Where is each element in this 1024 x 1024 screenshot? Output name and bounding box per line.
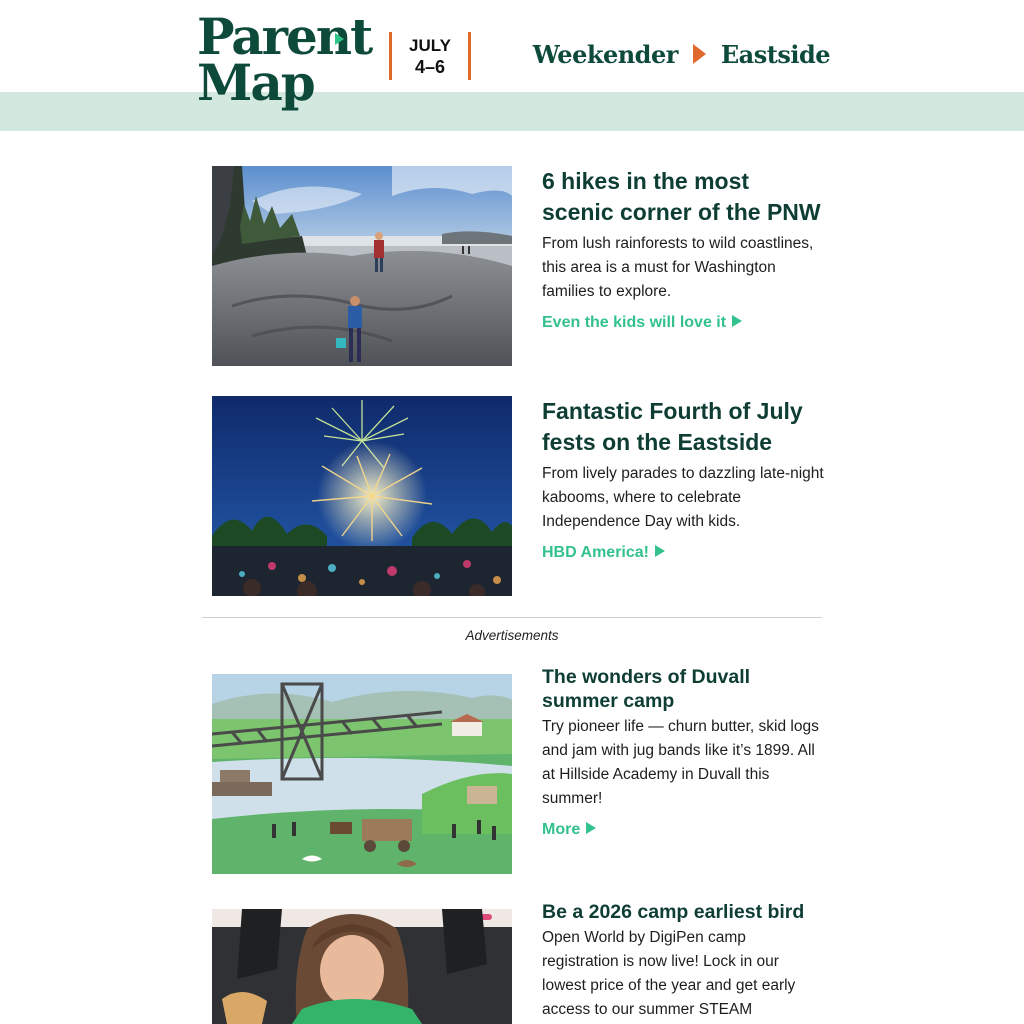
article-title[interactable]: 6 hikes in the most scenic corner of the PNW [542,168,821,225]
edition-label [533,38,830,70]
duvall-painting [212,674,512,874]
coast-hike-photo [212,166,512,366]
section-divider [202,617,822,618]
ad-image-digipen-camp[interactable] [212,909,512,1024]
ad-text [542,665,824,839]
play-arrow-icon [655,545,665,557]
logo-line-2: Map [197,53,314,112]
article-link-label: Even the kids will love it [542,314,727,331]
ad-link-label: More [542,821,581,838]
edition-name: Weekender [532,39,678,69]
ad-card [212,665,824,874]
ad-description: Open World by DigiPen camp registration is now live! Lock in our lowest price of the year and get early access to our summer STEAM [542,929,796,1018]
ad-title[interactable]: Be a 2026 camp earliest bird [542,901,805,923]
play-arrow-icon [732,315,742,327]
article-link[interactable] [542,544,665,562]
issue-days: 4–6 [414,57,446,77]
article-text [542,396,824,562]
article-card [212,396,824,596]
parentmap-logo[interactable] [197,7,372,124]
article-image-fireworks[interactable] [212,396,512,596]
logo-play-icon [335,33,344,45]
ad-text [542,900,824,1022]
issue-month: JULY [409,36,451,55]
logo-line-1: Parent [197,7,372,66]
play-arrow-icon [586,822,596,834]
edition-region: Eastside [720,39,830,69]
ad-card [212,900,824,1024]
email-header [0,0,1024,131]
digipen-photo [212,909,512,1024]
fireworks-photo [212,396,512,596]
play-arrow-icon [693,44,706,64]
issue-date [389,32,471,80]
article-link-label: HBD America! [542,544,649,561]
header-band [0,92,1024,131]
article-text [542,166,824,332]
article-title[interactable]: Fantastic Fourth of July fests on the Eastside [542,398,803,455]
article-image-coast-hike[interactable] [212,166,512,366]
ad-link[interactable] [542,821,596,839]
ad-title[interactable]: The wonders of Duvall summer camp [542,666,751,712]
ad-description: Try pioneer life — churn butter, skid logs and jam with jug bands like it’s 1899. All at Hillside Academy in Duvall this summer! [542,718,819,807]
article-link[interactable] [542,314,742,332]
advertisements-label: Advertisements [465,628,559,643]
ad-image-duvall-camp[interactable] [212,674,512,874]
article-card [212,166,824,366]
article-description: From lively parades to dazzling late-night kabooms, where to celebrate Independence Day with kids. [542,465,824,530]
article-description: From lush rainforests to wild coastlines, this area is a must for Washington families to explore. [542,235,814,300]
